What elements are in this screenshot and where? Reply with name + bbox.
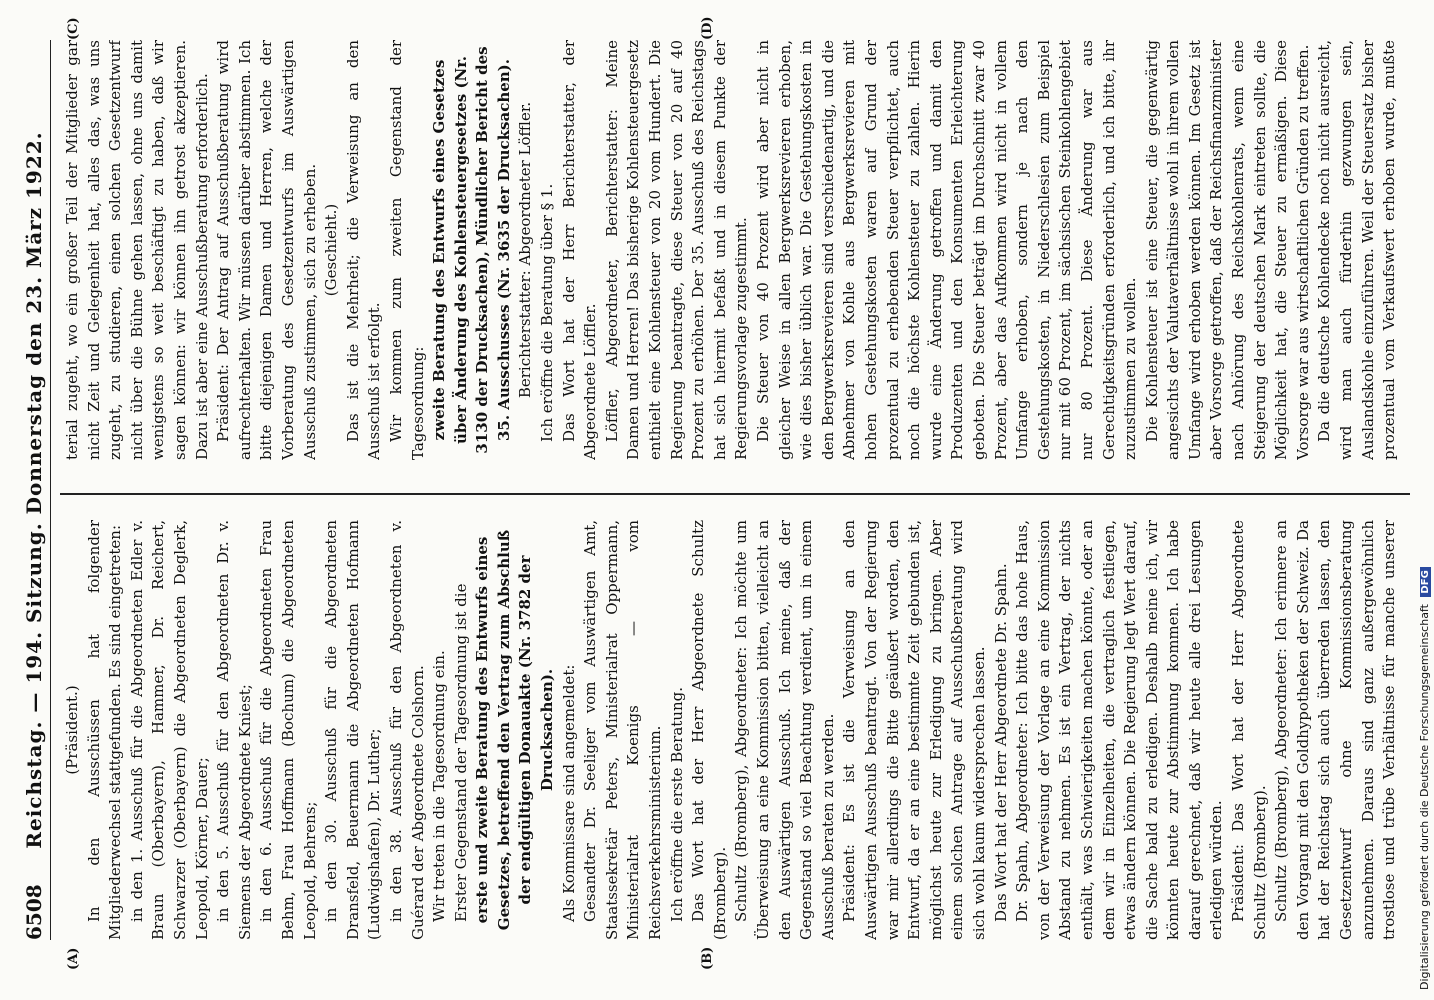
digitization-credit [1418,567,1431,990]
page-number: 6508 [22,884,46,940]
paragraph: Wir treten in die Tagesordnung ein. [430,650,449,922]
speech: Schultz (Bromberg), Abgeordneter: Ich erinnere an den Vorgang mit den Goldhypotheken der Schweiz. Da hat der Reichstag sich auch überreden lassen, den Gesetzentwurf ohne Kommissionsberatung anzunehmen. Daraus sind ganz außergewöhnlich trostlose und trübe Verhältnisse für manche unserer [1272,520,1399,940]
paragraph: in den 6. Ausschuß für die Abgeordneten Frau Behm, Frau Hoffmann (Bochum) die Abgeordneten Leopold, Behrens; [257,520,319,940]
margin-marker-c: (C) [66,17,81,40]
paragraph: Als Kommissare sind angemeldet: [559,664,578,922]
speech: Dr. Spahn, Abgeordneter: Ich bitte das hohe Haus, von der Verweisung der Vorlage an eine Kommission Abstand zu nehmen. Es ist ein Vertrag, der nichts enthält, was Schwierigkeiten machen könnte, oder an dem wir in Einzelheiten, die vertraglich festliegen, etwas ändern können. Die Regierung legt Wert darauf, die Sache bald zu erledigen. Deshalb meine ich, wir könnten heute zur Abstimmung kommen. Ich habe darauf gerechnet, daß wir heute alle drei Lesungen erledigen würden. [1013,520,1226,940]
dfg-logo: DFG [1420,567,1431,596]
paragraph: Das Wort hat der Herr Berichterstatter, der Abgeordnete Löffler. [559,40,600,460]
paragraph: in den 30. Ausschuß für die Abgeordneten Dransfeld, Beuermann die Abgeordneten Hofmann (Ludwigshafen), Dr. Luther; [322,520,384,940]
paragraph: in den 5. Ausschuß für den Abgeordneten Dr. v. Siemens der Abgeordnete Kniest; [214,520,254,940]
paragraph: terial zugeht, wo ein großer Teil der Mitglieder gar nicht Zeit und Gelegenheit hat, alles das, was uns zugeht, zu studieren, einen solchen Gesetzentwurf nicht über die Bühne gehen lassen, ohne uns damit wenigstens so weit beschäftigt zu haben, daß wir sagen können: wir können ihn getrost akzeptieren. Dazu ist aber eine Ausschußberatung erforderlich. [63,40,211,460]
stage-direction: (Geschieht.) [322,203,341,297]
speech: Präsident: Der Antrag auf Ausschußberatung wird aufrechterhalten. Wir müssen darüber abstimmen. Ich bitte diejenigen Damen und Herren, welche der Vorberatung des Gesetzentwurfs im Auswärtigen Ausschuß zustimmen, sich zu erheben. [214,40,319,460]
paragraph: In den Ausschüssen hat folgender Mitgliederwechsel stattgefunden. Es sind eingetreten: [84,520,125,940]
margin-marker-a: (A) [66,947,81,970]
paragraph: Ich eröffne die Beratung über § 1. [538,183,557,442]
paragraph: Wir kommen zum zweiten Gegenstand der Tagesordnung: [386,40,427,460]
agenda-item: erste und zweite Beratung des Entwurfs eines Gesetzes, betreffend den Vertrag zum Abschluß der endgültigen Donauakte (Nr. 3782 der Drucksachen). [473,529,557,931]
margin-marker-d: (D) [700,16,715,40]
margin-marker-b: (B) [700,946,715,970]
paragraph: Gesandter Dr. Seeliger vom Auswärtigen Amt, Staatssekretär Peters, Ministerialrat Oppermann, Ministerialrat Koenigs — vom Reichsverkehrsministerium. [581,520,665,940]
page-header [20,40,51,940]
speech: Präsident: Es ist die Verweisung an den Auswärtigen Ausschuß beantragt. Von der Regierung war mir allerdings die Bitte geäußert worden, den Entwurf, da er an eine bestimmte Zeit gebunden ist, möglichst heute zur Erledigung zu bringen. Aber einem solchen Antrage auf Ausschußberatung wird sich wohl kaum widersprechen lassen. [840,520,988,940]
agenda-item: zweite Beratung des Entwurfs eines Gesetzes über Änderung des Kohlensteuergesetzes (Nr. 3130 der Drucksachen), Mündlicher Bericht des 35. Ausschusses (Nr. 3635 der Drucksachen). [430,46,513,454]
right-text-column [62,40,1402,460]
speech: Präsident: Das Wort hat der Herr Abgeordnete Schultz (Bromberg). [1229,520,1269,940]
paragraph: in den 1. Ausschuß für die Abgeordneten Edler v. Braun (Oberbayern), Hammer, Dr. Reichert, Schwarzer (Oberbayern) die Abgeordneten Deglerk, Leopold, Körner, Dauer; [127,520,211,940]
paragraph: Das Wort hat der Herr Abgeordnete Schultz (Bromberg). [689,520,729,940]
credit-text: Digitalisierung gefördert durch die Deutsche Forschungsgemeinschaft [1418,604,1431,990]
speech: Löffler, Abgeordneter, Berichterstatter: Meine Damen und Herren! Das bisherige Kohlensteuergesetz enthielt eine Kohlensteuer von 20 vom Hundert. Die Regierung beantragte, diese Steuer von 20 auf 40 Prozent zu erhöhen. Der 35. Ausschuß des Reichstags hat sich hiermit befaßt und in diesem Punkte der Regierungsvorlage zugestimmt. [602,40,751,460]
left-text-column [62,520,1402,940]
column-divider [60,494,1410,496]
speech: Da die deutsche Kohlendecke noch nicht ausreicht, wird man auch fürderhin gezwungen sein, Auslandskohle einzuführen. Weil der Steuersatz bisher prozentual vom Verkaufswert erhoben wurde, mußte [1315,40,1399,460]
paragraph: Berichterstatter: Abgeordneter Löffler. [516,101,535,399]
paragraph: Ich eröffne die erste Beratung. [667,687,686,922]
speech: Schultz (Bromberg), Abgeordneter: Ich möchte um Überweisung an eine Kommission bitten, vielleicht an den Auswärtigen Ausschuß. Ich meine, daß der Gegenstand so viel Beachtung verdient, um in einem Ausschuß beraten zu werden. [732,520,837,940]
paragraph: (Präsident.) [63,685,81,775]
page-title: Reichstag. — 194. Sitzung. Donnerstag den 23. März 1922. [22,131,46,849]
paragraph: Erster Gegenstand der Tagesordnung ist die [451,583,470,922]
paragraph: Das ist die Mehrheit; die Verweisung an den Ausschuß ist erfolgt. [343,40,384,460]
paragraph: in den 38. Ausschuß für den Abgeordneten v. Guérard der Abgeordnete Colshorn. [386,520,427,940]
paragraph: Das Wort hat der Herr Abgeordnete Dr. Spahn. [991,563,1010,922]
speech: Die Steuer von 40 Prozent wird aber nicht in gleicher Weise in allen Bergwerksrevieren erhoben, wie dies bisher üblich war. Die Gestehungskosten in den Bergwerksrevieren sind verschiedenartig, und die Abnehmer von Kohle aus Bergwerksrevieren mit hohen Gestehungskosten waren auf Grund der prozentual zu erhebenden Steuer verpflichtet, auch noch die höchste Kohlensteuer zu zahlen. Hierin wurde eine Änderung getroffen und damit den Produzenten und den Konsumenten Erleichterung geboten. Die Steuer beträgt im Durchschnitt zwar 40 Prozent, aber das Aufkommen wird nicht in vollem Umfange erhoben, sondern je nach den Gestehungskosten, in Niederschlesien zum Beispiel nur mit 60 Prozent, im sächsischen Steinkohlengebiet nur 80 Prozent. Diese Änderung war aus Gerechtigkeitsgründen erforderlich, und ich bitte, ihr zuzustimmen zu wollen. [754,40,1140,460]
speech: Die Kohlensteuer ist eine Steuer, die gegenwärtig angesichts der Valutaverhältnisse wohl in ihrem vollen Umfange wird erhoben werden können. Im Gesetz ist aber Vorsorge getroffen, daß der Reichsfinanzminister nach Anhörung des Reichskohlenrats, wenn eine Steigerung der deutschen Mark eintreten sollte, die Möglichkeit hat, die Steuer zu ermäßigen. Diese Vorsorge war aus wirtschaftlichen Gründen zu treffen. [1142,40,1312,460]
